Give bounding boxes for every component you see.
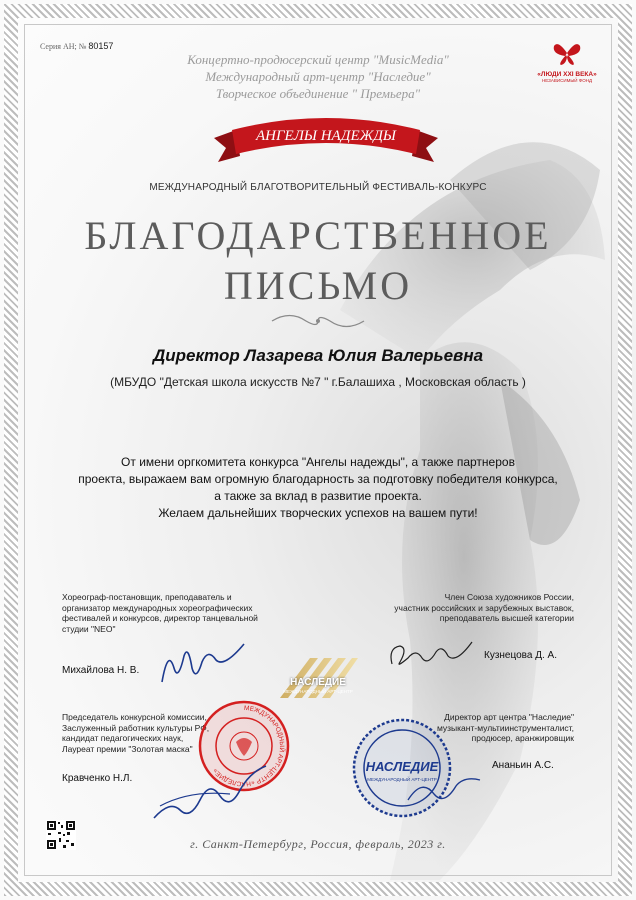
org-line-1: Концертно-продюсерский центр "MusicMedia" — [187, 52, 449, 67]
body-line-1: От имени оргкомитета конкурса "Ангелы надежды", а также партнеров — [121, 455, 515, 469]
signer-line: Хореограф-постановщик, преподаватель и — [62, 592, 232, 602]
signer-line: музыкант-мультиинструменталист, — [436, 722, 574, 733]
recipient-name: Директор Лазарева Юлия Валерьевна — [152, 346, 484, 365]
signer-line: Председатель конкурсной комиссии, — [62, 712, 207, 722]
signer-name-bottom-left: Кравченко Н.Л. — [62, 773, 133, 784]
blue-stamp-text: НАСЛЕДИЕ — [365, 759, 439, 774]
signer-name-top-right: Кузнецова Д. А. — [484, 650, 557, 661]
red-stamp-text: МЕЖДУНАРОДНЫЙ АРТ-ЦЕНТР «НАСЛЕДИЕ» — [211, 704, 286, 788]
document-title-line-1: БЛАГОДАРСТВЕННОЕ — [84, 213, 552, 258]
signer-line: Заслуженный работник культуры РФ, — [62, 722, 210, 733]
serial-label: Серия АН; № — [40, 42, 87, 51]
letter-body — [70, 454, 566, 522]
signer-name-bottom-right: Ананьин А.С. — [492, 760, 554, 771]
signer-line: фестивалей и конкурсов, директор танцевальной — [62, 613, 258, 623]
signer-line: преподаватель высшей категории — [439, 613, 574, 623]
signature-mikhaylova — [158, 638, 248, 686]
signer-title-top-left — [62, 592, 302, 634]
signature-kuznetsova — [386, 636, 476, 672]
signer-line: Директор арт центра "Наследие" — [444, 712, 574, 722]
signer-line: продюсер, аранжировщик — [471, 733, 574, 743]
signer-line: кандидат педагогических наук, — [62, 733, 184, 743]
signer-name-top-left: Михайлова Н. В. — [62, 665, 140, 676]
blue-stamp-subtext: МЕЖДУНАРОДНЫЙ АРТ-ЦЕНТР — [367, 777, 437, 782]
signer-line: Член Союза художников России, — [444, 592, 574, 602]
body-line-2: проекта, выражаем вам огромную благодарность за подготовку победителя конкурса, — [78, 472, 558, 486]
signer-title-top-right — [340, 592, 574, 624]
lyudi-xxi-veka-logo — [532, 40, 602, 95]
nasledie-logo — [260, 654, 376, 700]
body-line-3: а также за вклад в развитие проекта. — [214, 489, 422, 503]
logo-text: «ЛЮДИ XXI ВЕКА» — [537, 71, 597, 78]
butterfly-icon — [552, 40, 582, 66]
org-line-3: Творческое объединение " Премьера" — [215, 86, 421, 101]
festival-name: МЕЖДУНАРОДНЫЙ БЛАГОТВОРИТЕЛЬНЫЙ ФЕСТИВАЛЬ-КОНКУРС — [149, 182, 487, 193]
center-logo-text: НАСЛЕДИЕ — [290, 677, 346, 688]
recipient-school: (МБУДО "Детская школа искусств №7 " г.Балашиха , Московская область ) — [110, 375, 526, 389]
signature-ananyin — [404, 770, 484, 810]
signer-line: Лауреат премии "Золотая маска" — [62, 743, 193, 754]
signer-line: участник российских и зарубежных выставок, — [394, 602, 574, 613]
signature-kravchenko — [150, 760, 270, 824]
ribbon-text: АНГЕЛЫ НАДЕЖДЫ — [256, 128, 396, 144]
signer-line: студии "NEO" — [62, 623, 116, 634]
center-logo-subtext: МЕЖДУНАРОДНЫЙ АРТ-ЦЕНТР — [283, 689, 353, 694]
body-line-4: Желаем дальнейших творческих успехов на вашем пути! — [158, 506, 478, 520]
place-and-date: г. Санкт-Петербург, Россия, февраль, 2023 г. — [190, 837, 446, 851]
org-line-2: Международный арт-центр "Наследие" — [205, 69, 431, 84]
document-title-line-2: ПИСЬМО — [223, 263, 413, 308]
signer-line: организатор международных хореографических — [62, 602, 253, 613]
serial-number — [40, 41, 113, 51]
serial-value: 80157 — [88, 41, 114, 51]
logo-subtext: НЕЗАВИСИМЫЙ ФОНД — [541, 78, 593, 83]
flourish-ornament — [270, 312, 366, 330]
ribbon-banner — [210, 108, 442, 170]
